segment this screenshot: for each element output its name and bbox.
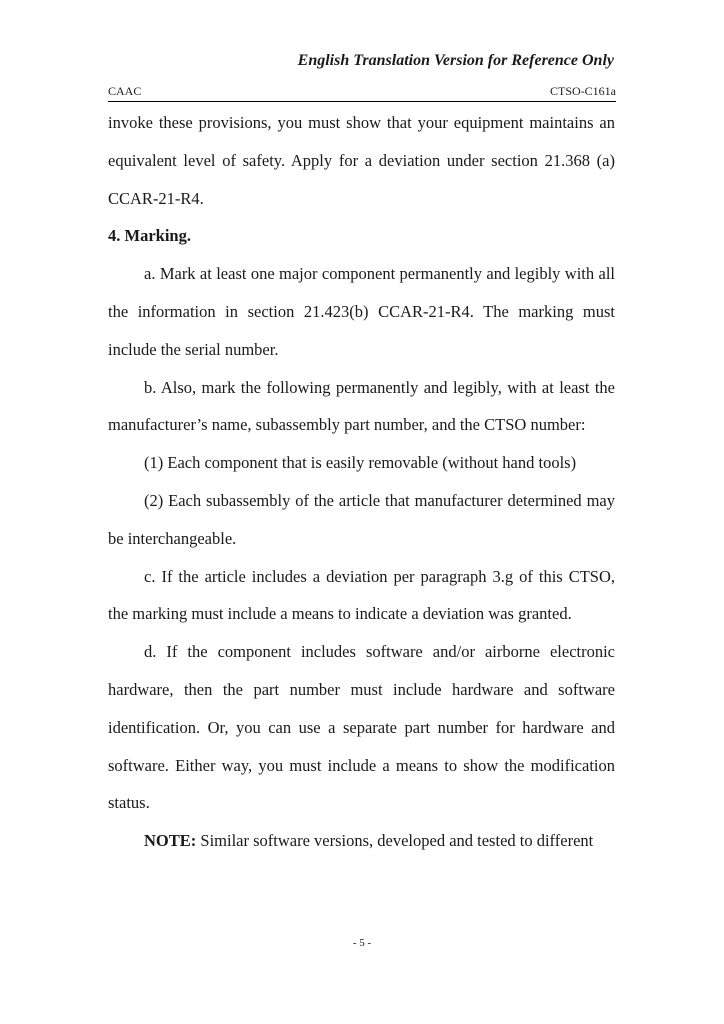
paragraph-a-line: a. Mark at least one major component permanently and legibly with (144, 264, 595, 284)
intro-line: CCAR-21-R4. (108, 188, 204, 208)
paragraph-b-line: number: (530, 415, 586, 435)
paragraph-c (108, 558, 615, 634)
document-header-title: English Translation Version for Reference Only (297, 52, 614, 69)
header-document-id: CTSO-C161a (550, 84, 616, 98)
list-item-1: (1) Each component that is easily removable (without hand tools) (144, 453, 577, 473)
paragraph-d-line: status. (108, 793, 150, 813)
paragraph-c-line: the marking must include a means to indicate a deviation was granted. (108, 604, 572, 624)
note-label: NOTE: (144, 831, 197, 851)
paragraph-d-line: hardware, then the part number must include hardware and software (108, 679, 615, 699)
header-divider (108, 101, 616, 102)
intro-line: equivalent level of safety. Apply for a deviation under section 21.368 (a) (108, 150, 615, 170)
header-organization: CAAC (108, 84, 142, 98)
paragraph-b-line: b. Also, mark the following permanently and legibly, with at least (144, 377, 590, 397)
paragraph-d-line: d. If the component includes software and/or airborne electronic (144, 642, 615, 662)
note-text: Similar software versions, developed and tested to different (196, 831, 594, 851)
paragraph-d-line: identification. Or, you can use a separate part number for hardware and (108, 717, 615, 737)
paragraph-d (108, 633, 615, 822)
paragraph-b (108, 369, 615, 445)
paragraph-a-line: all the information in section 21.423(b) CCAR-21-R4. The marking must (108, 264, 615, 321)
paragraph-a-line: include the serial number. (108, 339, 279, 359)
page-number: - 5 - (352, 937, 372, 949)
intro-line: invoke these provisions, you must show that your equipment maintains an (108, 113, 615, 132)
section-heading-marking: 4. Marking. (108, 226, 191, 246)
list-item-2 (108, 482, 615, 558)
paragraph-c-line: c. If the article includes a deviation per paragraph 3.g of this CTSO, (144, 566, 615, 586)
paragraph-a (108, 255, 615, 368)
list-item-2-line: may be interchangeable. (108, 490, 615, 548)
paragraph-d-line: software. Either way, you must include a means to show the modification (108, 755, 615, 775)
intro-paragraph (108, 104, 615, 217)
page-body (108, 104, 615, 860)
note-paragraph (108, 822, 615, 860)
list-item-2-line: (2) Each subassembly of the article that manufacturer determined (144, 490, 582, 510)
paragraph-b-line: the manufacturer’s name, subassembly part number, and the CTSO (108, 377, 616, 435)
